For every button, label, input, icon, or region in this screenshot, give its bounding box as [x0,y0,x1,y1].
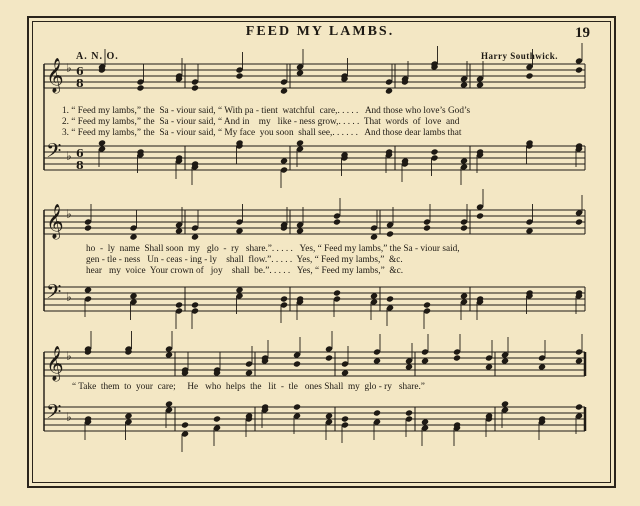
note-head [235,72,243,79]
note-head [476,81,484,88]
note-head [245,369,253,376]
note-head [84,286,92,293]
flat-sign: ♭ [66,149,72,163]
verse-1-line-2: ho - ly name Shall soon my glo - ry share.”. . . . . Yes, “ Feed my lambs,” the Sa - viour said, [86,244,460,254]
composer-name: Harry Southwick. [480,51,558,61]
note-head [175,301,183,308]
note-head [575,357,583,364]
treble-clef: 𝄞 [46,204,64,239]
note-head [296,227,304,234]
note-head [460,157,468,164]
note-head [405,409,413,416]
note-head [280,295,288,302]
time-signature: 6 [76,65,84,78]
bass-clef: 𝄢 [46,280,62,308]
note-head [84,224,92,231]
note-head [333,218,341,225]
verse-3-line-2: hear my voice Your crown of joy shall be.”. . . . . Yes, “ Feed my lambs,” &c. [86,266,404,276]
note-head [460,81,468,88]
note-head [386,295,394,302]
note-head [191,301,199,308]
flat-sign: ♭ [66,349,72,363]
note-head [213,415,221,422]
note-head [129,233,137,240]
hymn-title: FEED MY LAMBS. [245,24,395,39]
note-head [325,354,333,361]
note-head [538,363,546,370]
note-head [293,403,301,410]
tune-name: A. N. O. [76,51,119,62]
note-head [385,87,393,94]
note-head [501,400,509,407]
note-head [430,148,438,155]
note-head [296,69,304,76]
note-head [485,363,493,370]
note-head [386,230,394,237]
note-head [575,403,583,410]
time-signature: 8 [76,159,84,172]
refrain-line: “ Take them to your care; He who helps the lit - tle ones Shall my glo - ry share.” [72,382,425,392]
time-signature: 6 [76,147,84,160]
note-head [405,363,413,370]
note-head [460,292,468,299]
note-head [501,357,509,364]
note-head [325,412,333,419]
treble-clef: 𝄞 [46,346,64,381]
bass-clef: 𝄢 [46,400,62,428]
note-head [373,409,381,416]
note-head [460,224,468,231]
page-number: 19 [575,25,590,41]
note-head [370,292,378,299]
note-head [373,357,381,364]
note-head [341,415,349,422]
note-head [421,357,429,364]
note-head [129,292,137,299]
flat-sign: ♭ [66,207,72,221]
note-head [423,224,431,231]
verse-1-line-1: 1. “ Feed my lambs,” the Sa - viour said, “ With pa - tient watchful care,. . . . . And those who love’s God’s [62,106,471,116]
verse-2-line-2: gen - tle - ness Un - ceas - ing - ly shall flow.”. . . . . Yes, “ Feed my lambs,” &c. [86,255,403,265]
note-head [280,87,288,94]
note-head [476,212,484,219]
note-head [191,84,199,91]
note-head [421,418,429,425]
note-head [136,84,144,91]
note-head [235,227,243,234]
note-head [370,233,378,240]
note-head [165,400,173,407]
note-head [341,369,349,376]
note-head [191,233,199,240]
note-head [280,157,288,164]
note-head [333,289,341,296]
note-head [525,72,533,79]
note-head [175,227,183,234]
note-head [453,354,461,361]
verse-2-line-1: 2. “ Feed my lambs,” the Sa - viour said, “ And in my like - ness grow,. . . . . That words of love and [62,117,460,127]
flat-sign: ♭ [66,290,72,304]
note-head [165,351,173,358]
verse-3-line-1: 3. “ Feed my lambs,” the Sa - viour said, “ My face you soon shall see,. . . . . . And those dear lambs that [62,128,462,138]
note-head [124,412,132,419]
note-head [575,66,583,73]
bass-clef: 𝄢 [46,139,62,167]
note-head [181,421,189,428]
note-head [293,360,301,367]
note-head [575,218,583,225]
flat-sign: ♭ [66,410,72,424]
treble-clef: 𝄞 [46,58,64,93]
note-head [98,139,106,146]
note-head [235,286,243,293]
flat-sign: ♭ [66,61,72,75]
note-head [296,139,304,146]
note-head [525,227,533,234]
note-head [423,301,431,308]
time-signature: 8 [76,77,84,90]
